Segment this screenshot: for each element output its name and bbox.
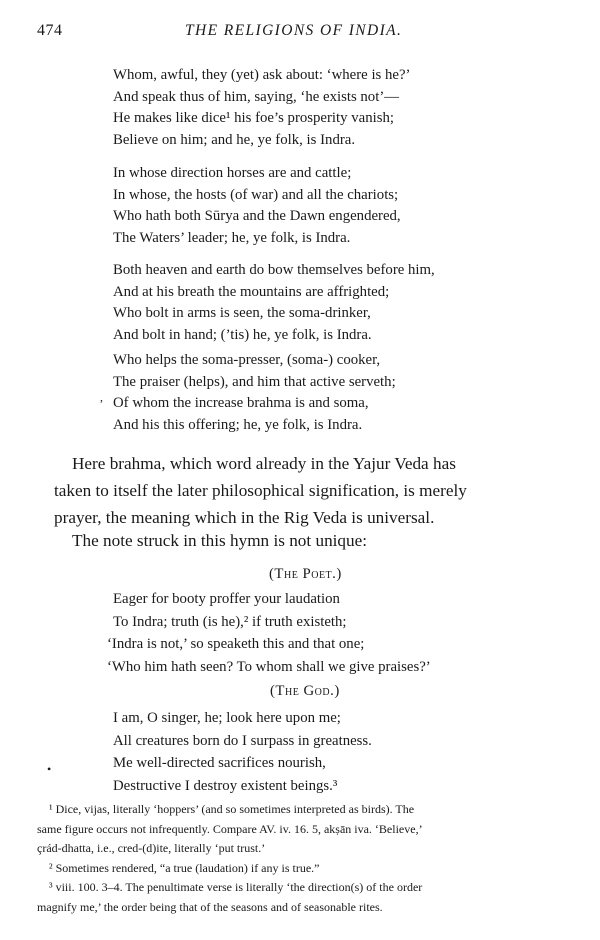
hymn-stanza-2 — [113, 163, 401, 249]
verse-line: Believe on him; and he, ye folk, is Indra. — [113, 131, 356, 148]
verse-line: The Waters’ leader; he, ye folk, is Indra. — [113, 229, 351, 246]
hymn-stanza-3 — [113, 260, 435, 346]
verse-line: He makes like dice¹ his foe’s prosperity vanish; — [113, 110, 394, 126]
prose-line: The note struck in this hymn is not unique: — [72, 531, 368, 550]
poet-heading: (The Poet.) — [269, 566, 342, 582]
page-header — [0, 22, 600, 44]
god-heading: (The God.) — [270, 683, 340, 699]
verse-line: And speak thus of him, saying, ‘he exists not’— — [113, 88, 400, 105]
verse-line: Who bolt in arms is seen, the soma-drinker, — [113, 305, 371, 321]
verse-line: Destructive I destroy existent beings.³ — [113, 777, 338, 794]
verse-line: Of whom the increase brahma is and soma, — [113, 395, 369, 411]
verse-line: In whose direction horses are and cattle; — [113, 165, 352, 181]
poet-verse — [107, 588, 431, 678]
verse-line: The praiser (helps), and him that active serveth; — [113, 373, 396, 390]
prose-line: Here brahma, which word already in the Yajur Veda has — [72, 454, 456, 473]
verse-line: To Indra; truth (is he),² if truth existeth; — [113, 613, 347, 630]
verse-line: Me well-directed sacrifices nourish, — [113, 755, 326, 771]
verse-line: Who hath both Sūrya and the Dawn engendered, — [113, 208, 401, 224]
prose-paragraph-1 — [54, 450, 572, 531]
hymn-stanza-1 — [113, 65, 410, 151]
verse-line: Eager for booty proffer your laudation — [113, 591, 340, 607]
footnote-line: magnify me,’ the order being that of the seasons and of seasonable rites. — [37, 899, 383, 914]
footnotes — [37, 800, 577, 917]
running-title: THE RELIGIONS OF INDIA. — [185, 22, 403, 39]
verse-line: And at his breath the mountains are affrighted; — [113, 283, 390, 300]
verse-line: Who helps the soma-presser, (soma-) cooker, — [113, 352, 381, 368]
prose-line: prayer, the meaning which in the Rig Veda is universal. — [54, 508, 435, 527]
hymn-stanza-4 — [113, 350, 396, 436]
page-number: 474 — [37, 22, 63, 39]
footnote-line: ² Sometimes rendered, “a true (laudation) if any is true.” — [49, 860, 320, 875]
verse-line: ‘Who him hath seen? To whom shall we give praises?’ — [107, 658, 431, 675]
verse-line: And bolt in hand; (’tis) he, ye folk, is Indra. — [113, 326, 372, 343]
verse-line: I am, O singer, he; look here upon me; — [113, 710, 341, 726]
verse-line: In whose, the hosts (of war) and all the chariots; — [113, 186, 399, 203]
footnote-line: same figure occurs not infrequently. Compare AV. iv. 16. 5, akṣān iva. ‘Believe,’ — [37, 821, 423, 836]
footnote-line: ¹ Dice, vijas, literally ‘hoppers’ (and so sometimes interpreted as birds). The — [49, 802, 415, 816]
verse-line: ‘Indra is not,’ so speaketh this and that one; — [107, 636, 365, 652]
footnote-line: çrád-dhatta, i.e., cred-(d)ite, literally ‘put trust.’ — [37, 841, 266, 855]
print-mark: • — [47, 762, 52, 776]
footnote-line: ³ viii. 100. 3–4. The penultimate verse is literally ‘the direction(s) of the order — [49, 880, 423, 894]
print-mark: , — [100, 390, 103, 404]
verse-line: All creatures born do I surpass in greatness. — [113, 732, 372, 749]
verse-line: And his this offering; he, ye folk, is Indra. — [113, 416, 363, 433]
prose-line: taken to itself the later philosophical signification, is merely — [54, 481, 467, 500]
verse-line: Both heaven and earth do bow themselves before him, — [113, 262, 435, 278]
verse-line: Whom, awful, they (yet) ask about: ‘where is he?’ — [113, 67, 411, 83]
god-verse — [113, 707, 372, 797]
prose-paragraph-2 — [72, 527, 572, 554]
